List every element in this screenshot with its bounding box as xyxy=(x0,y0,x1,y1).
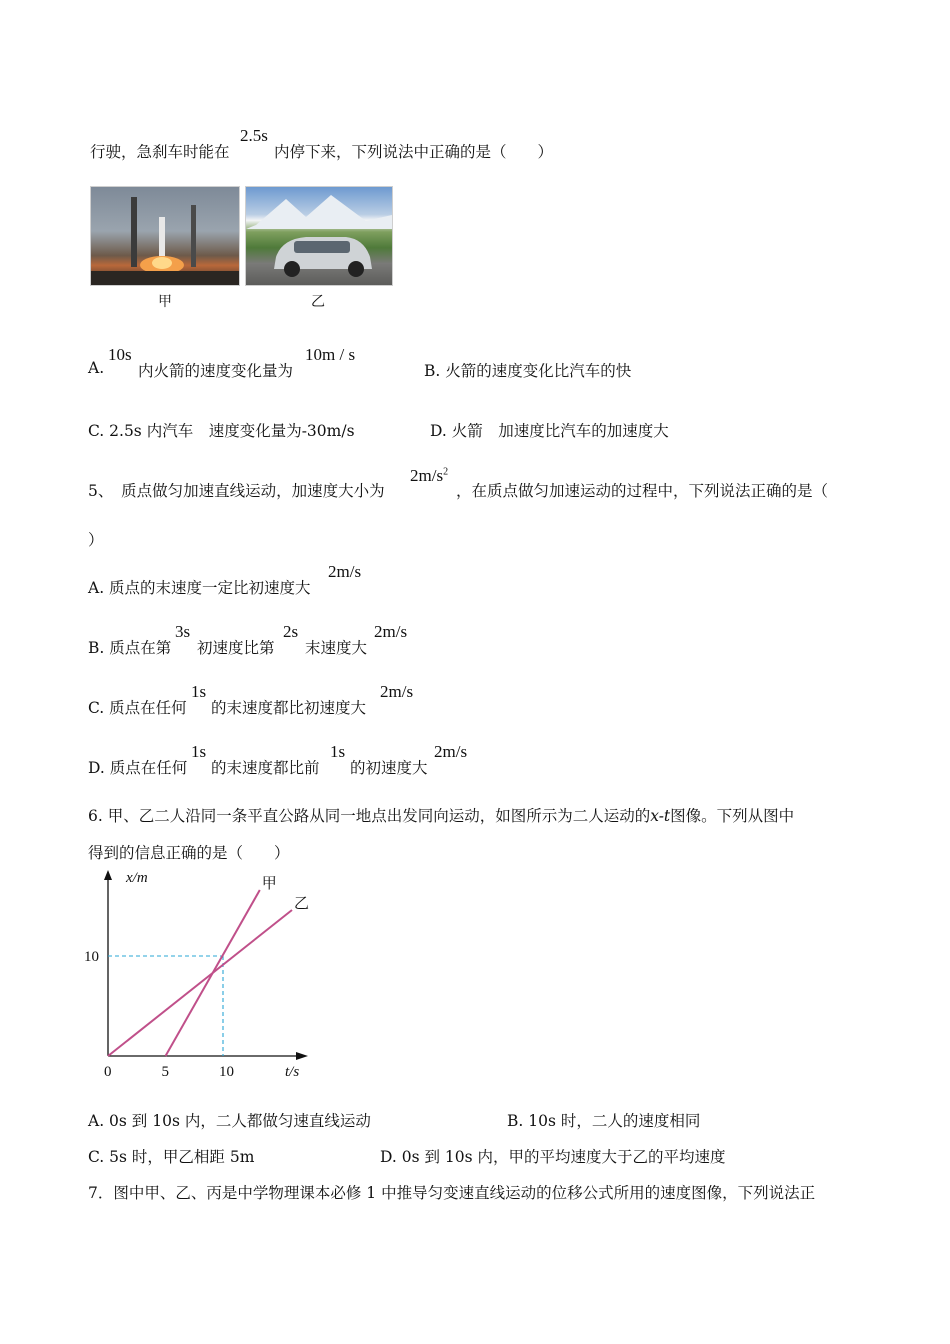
y-axis-arrow xyxy=(104,870,112,880)
q5-option-b-math3: 2m/s xyxy=(374,622,408,641)
series-label-yi: 乙 xyxy=(294,896,310,912)
car-photo xyxy=(245,186,393,286)
q5-option-c-text1: C. 质点在任何 xyxy=(88,699,187,717)
q5-stem-cont: ） xyxy=(88,531,104,549)
q5-option-d-math2: 1s xyxy=(330,742,346,761)
x-tick-label: 0 xyxy=(104,1064,112,1080)
q6-stem-line2: 得到的信息正确的是（ ） xyxy=(88,844,290,862)
q5-option-c-math2: 2m/s xyxy=(380,682,414,701)
q6-stem-post: 图像。下列从图中 xyxy=(670,807,795,825)
x-axis-label: t/s xyxy=(285,1064,300,1080)
chart-guides xyxy=(108,956,223,1056)
y-tick-label: 10 xyxy=(84,949,99,965)
photo-caption-right: 乙 xyxy=(311,294,325,310)
x-tick-label: 5 xyxy=(161,1064,169,1080)
q5-option-b-text2: 初速度比第 xyxy=(197,639,275,657)
q6-option-d: D. 0s 到 10s 内，甲的平均速度大于乙的平均速度 xyxy=(380,1148,726,1166)
q5-option-b-math1: 3s xyxy=(175,622,191,641)
q7-stem: 7．图中甲、乙、丙是中学物理课本必修 1 中推导匀变速直线运动的位移公式所用的速度图像，下列说法正 xyxy=(88,1184,816,1202)
q6-stem-pre: 6. 甲、乙二人沿同一条平直公路从同一地点出发同向运动，如图所示为二人运动的 xyxy=(88,807,651,825)
q4-stem-post: 内停下来，下列说法中正确的是（ ） xyxy=(274,143,554,161)
q4-stem-pre: 行驶，急刹车时能在 xyxy=(90,143,230,161)
q5-option-d-text2: 的末速度都比前 xyxy=(211,759,320,777)
q4-option-b: B. 火箭的速度变化比汽车的快 xyxy=(424,362,632,380)
q5-stem-exponent: 2 xyxy=(443,466,449,478)
q5-option-b-text3: 末速度大 xyxy=(305,639,368,657)
q4-option-a-text: 内火箭的速度变化量为 xyxy=(138,362,294,380)
rocket-launch-photo xyxy=(90,186,240,286)
photo-caption-left: 甲 xyxy=(158,294,172,310)
chart-series xyxy=(108,890,292,1056)
q4-option-d: D. 火箭 加速度比汽车的加速度大 xyxy=(430,422,669,440)
q4-option-a-label: A. xyxy=(88,359,105,377)
q6-stem-xt: x-t xyxy=(650,807,671,825)
q6-option-a: A. 0s 到 10s 内，二人都做匀速直线运动 xyxy=(88,1112,371,1130)
y-axis-label: x/m xyxy=(126,870,148,886)
q4-stem-math: 2.5s xyxy=(240,126,268,145)
q5-option-d-math1: 1s xyxy=(191,742,207,761)
chart-axes xyxy=(104,870,308,1060)
series-label-jia: 甲 xyxy=(261,876,277,892)
q5-stem-pre: 5、 质点做匀加速直线运动，加速度大小为 xyxy=(88,482,385,500)
q5-option-d-text1: D. 质点在任何 xyxy=(88,759,188,777)
q5-option-c-math1: 1s xyxy=(191,682,207,701)
q5-option-b-text1: B. 质点在第 xyxy=(88,639,172,657)
q4-option-a-math1: 10s xyxy=(108,345,132,364)
x-axis-arrow xyxy=(296,1052,308,1060)
q4-option-c: C. 2.5s 内汽车 速度变化量为-30m/s xyxy=(88,422,355,440)
q5-stem-unit: 2m/s xyxy=(410,466,444,485)
q5-option-b-math2: 2s xyxy=(283,622,299,641)
q5-option-d-math3: 2m/s xyxy=(434,742,468,761)
q5-option-a-text: A. 质点的末速度一定比初速度大 xyxy=(88,579,311,597)
series-line-yi xyxy=(108,910,292,1056)
q6-option-c: C. 5s 时，甲乙相距 5m xyxy=(88,1148,255,1166)
q6-stem-line1 xyxy=(88,804,794,826)
q4-option-a-math2: 10m / s xyxy=(305,345,356,364)
q5-option-c-text2: 的末速度都比初速度大 xyxy=(211,699,367,717)
xt-chart xyxy=(80,866,320,1086)
q4-stem xyxy=(90,140,230,162)
q5-stem-post: ，在质点做匀加速运动的过程中，下列说法正确的是（ xyxy=(456,482,829,500)
q5-option-d-text3: 的初速度大 xyxy=(350,759,428,777)
q6-option-b: B. 10s 时，二人的速度相同 xyxy=(507,1112,701,1130)
x-tick-label: 10 xyxy=(219,1064,234,1080)
q5-stem-math xyxy=(410,466,448,486)
q5-option-a-math: 2m/s xyxy=(328,562,362,581)
